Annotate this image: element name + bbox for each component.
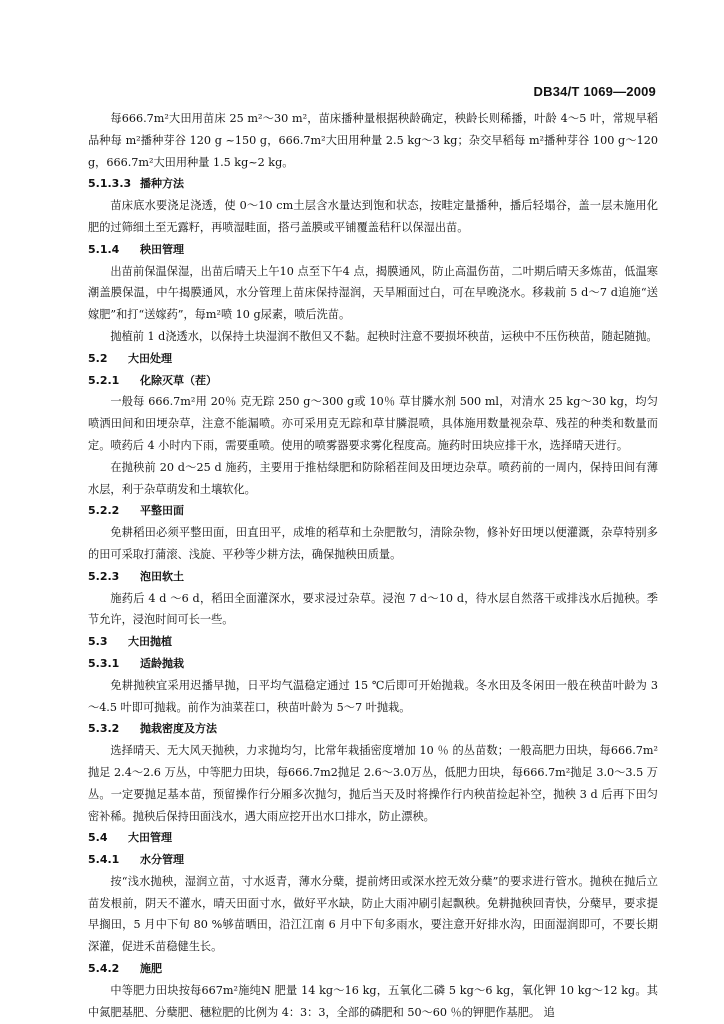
section-number: 5.1.4 [88,242,120,256]
section-number: 5.2.1 [88,373,120,387]
section-number: 5.4.1 [88,853,120,867]
section-number: 5.2 [88,351,108,365]
section-title: 抛栽密度及方法 [140,722,217,736]
section-number: 5.4 [88,831,108,845]
paragraph-sowing-method: 苗床底水要浇足浇透，使 0～10 cm土层含水量达到饱和状态，按畦定量播种，播后轻塌谷，盖一层未施用化肥的过筛细土至无露籽，再喷湿畦面，搭弓盖膜或平铺覆盖秸秆以保湿出苗。 [88,199,658,234]
section-heading-5-2 [88,348,658,370]
section-number: 5.2.3 [88,569,120,583]
section-heading-5-3-2 [88,718,658,740]
document-body [88,108,658,1023]
section-heading-5-1-4 [88,239,658,261]
section-title: 化除灭草（茬） [140,373,217,387]
section-heading-5-4-2 [88,958,658,980]
section-title: 大田处理 [128,351,172,365]
section-title: 泡田软土 [140,569,184,583]
section-number: 5.1.3.3 [88,177,132,191]
section-heading-5-1-3-3 [88,173,658,195]
section-heading-5-2-3 [88,566,658,588]
section-title: 平整田面 [140,504,184,518]
paragraph-water-management: 按“浅水抛秧，湿润立苗，寸水返青，薄水分蘖，提前烤田或深水控无效分蘖”的要求进行管水。抛秧在抛后立苗发根前，阴天不灌水，晴天田面寸水，做好平水缺，防止大雨冲刷引起飘秧。免耕抛秧回青快，分蘖早，要求提早搁田，5 月中下旬 80 %够苗晒田，沿江江南 6 月中下旬多雨水，要注意开好排水沟，田面湿润即可，不要长期深灌，促进禾苗稳健生长。 [88,874,658,954]
paragraph-before-transplant: 抛植前 1 d浇透水，以保持土块湿润不散但又不黏。起秧时注意不要损坏秧苗，运秧中不压伤秧苗，随起随抛。 [110,329,658,343]
section-heading-5-3 [88,631,658,653]
section-number: 5.4.2 [88,962,120,976]
paragraph-field-leveling: 免耕稻田必须平整田面，田直田平，成堆的稻草和土杂肥散匀，清除杂物，修补好田埂以便灌溉，杂草特别多的田可采取打蒲滚、浅旋、平秒等少耕方法，确保抛秧田质量。 [88,526,658,561]
section-number: 5.3.1 [88,656,120,670]
section-number: 5.3 [88,635,108,649]
section-title: 大田管理 [128,831,172,845]
section-title: 秧田管理 [140,242,184,256]
section-title: 水分管理 [140,853,184,867]
section-number: 5.2.2 [88,504,120,518]
section-heading-5-2-2 [88,500,658,522]
section-title: 播种方法 [140,177,184,191]
section-heading-5-4 [88,827,658,849]
section-heading-5-3-1 [88,653,658,675]
paragraph-timely-throwing: 免耕抛秧宜采用迟播早抛，日平均气温稳定通过 15 ℃后即可开始抛栽。冬水田及冬闲田一般在秧苗叶龄为 3～4.5 叶即可抛栽。前作为油菜茬口，秧苗叶龄为 5～7 叶抛栽。 [88,678,658,714]
document-id-header: DB34/T 1069—2009 [533,84,656,99]
section-number: 5.3.2 [88,722,120,736]
paragraph-fertilization: 中等肥力田块按每667m²施纯N 肥量 14 kg～16 kg，五氧化二磷 5 kg～6 kg，氧化钾 10 kg～12 kg。其中氮肥基肥、分蘖肥、穗粒肥的比例为 4：3：3，全部的磷肥和 50～60 ％的钾肥作基肥。 追 [88,983,658,1019]
section-heading-5-4-1 [88,849,658,871]
section-title: 施肥 [140,962,162,976]
section-heading-5-2-1 [88,370,658,392]
section-title: 大田抛植 [128,635,172,649]
paragraph-herbicide-dosage: 一般每 666.7m²用 20％ 克无踪 250 g～300 g或 10％ 草甘膦水剂 500 ml，对清水 25 kg～30 kg，均匀喷洒田间和田埂杂草，注意不能漏喷。亦可采用克无踪和草甘膦混喷，具体施用数量视杂草、残茬的种类和数量而定。喷药后 4 小时内下雨，需要重喷。使用的喷雾器要求雾化程度高。施药时田块应排干水，选择晴天进行。 [88,395,658,452]
section-title: 适龄抛栽 [140,656,184,670]
paragraph-field-soaking: 施药后 4 d ～6 d，稻田全面灌深水，要求浸过杂草。浸泡 7 d～10 d，待水层自然落干或排浅水后抛秧。季节允许，浸泡时间可长一些。 [88,591,658,627]
paragraph-throwing-density: 选择晴天、无大风天抛秧，力求抛均匀，比常年栽插密度增加 10 ％ 的丛苗数；一般高肥力田块，每666.7m²抛足 2.4～2.6 万丛，中等肥力田块，每666.7m2抛足 2.6～3.0万丛，低肥力田块，每666.7m²抛足 3.0～3.5 万丛。一定要抛足基本苗，预留操作行分厢多次抛匀，抛后当天及时将操作行内秧苗捡起补空，抛秧 3 d 后再下田匀密补稀。抛秧后保持田面浅水，遇大雨应挖开出水口排水，防止漂秧。 [88,744,658,823]
paragraph-seedbed-area: 每666.7m²大田用苗床 25 m²～30 m²，苗床播种量根据秧龄确定，秧龄长则稀播，叶龄 4～5 叶，常规早稻品种每 m²播种芽谷 120 g ~150 g，666.7m²大田用种量 2.5 kg～3 kg；杂交早稻每 m²播种芽谷 100 g～120 g，666.7m²大田用种量 1.5 kg~2 kg。 [88,112,658,169]
paragraph-herbicide-timing: 在抛秧前 20 d～25 d 施药，主要用于推枯绿肥和防除稻茬间及田埂边杂草。喷药前的一周内，保持田间有薄水层，利于杂草萌发和土壤软化。 [88,460,658,496]
paragraph-seedling-management: 出苗前保温保湿，出苗后晴天上午10 点至下午4 点，揭膜通风，防止高温伤苗，二叶期后晴天多炼苗，低温寒潮盖膜保温，中午揭膜通风，水分管理上苗床保持湿润，天旱厢面过白，可在早晚浇水。移栽前 5 d～7 d追施“送嫁肥”和打“送嫁药”，每m²喷 10 g尿素，喷后洗苗。 [88,264,658,322]
